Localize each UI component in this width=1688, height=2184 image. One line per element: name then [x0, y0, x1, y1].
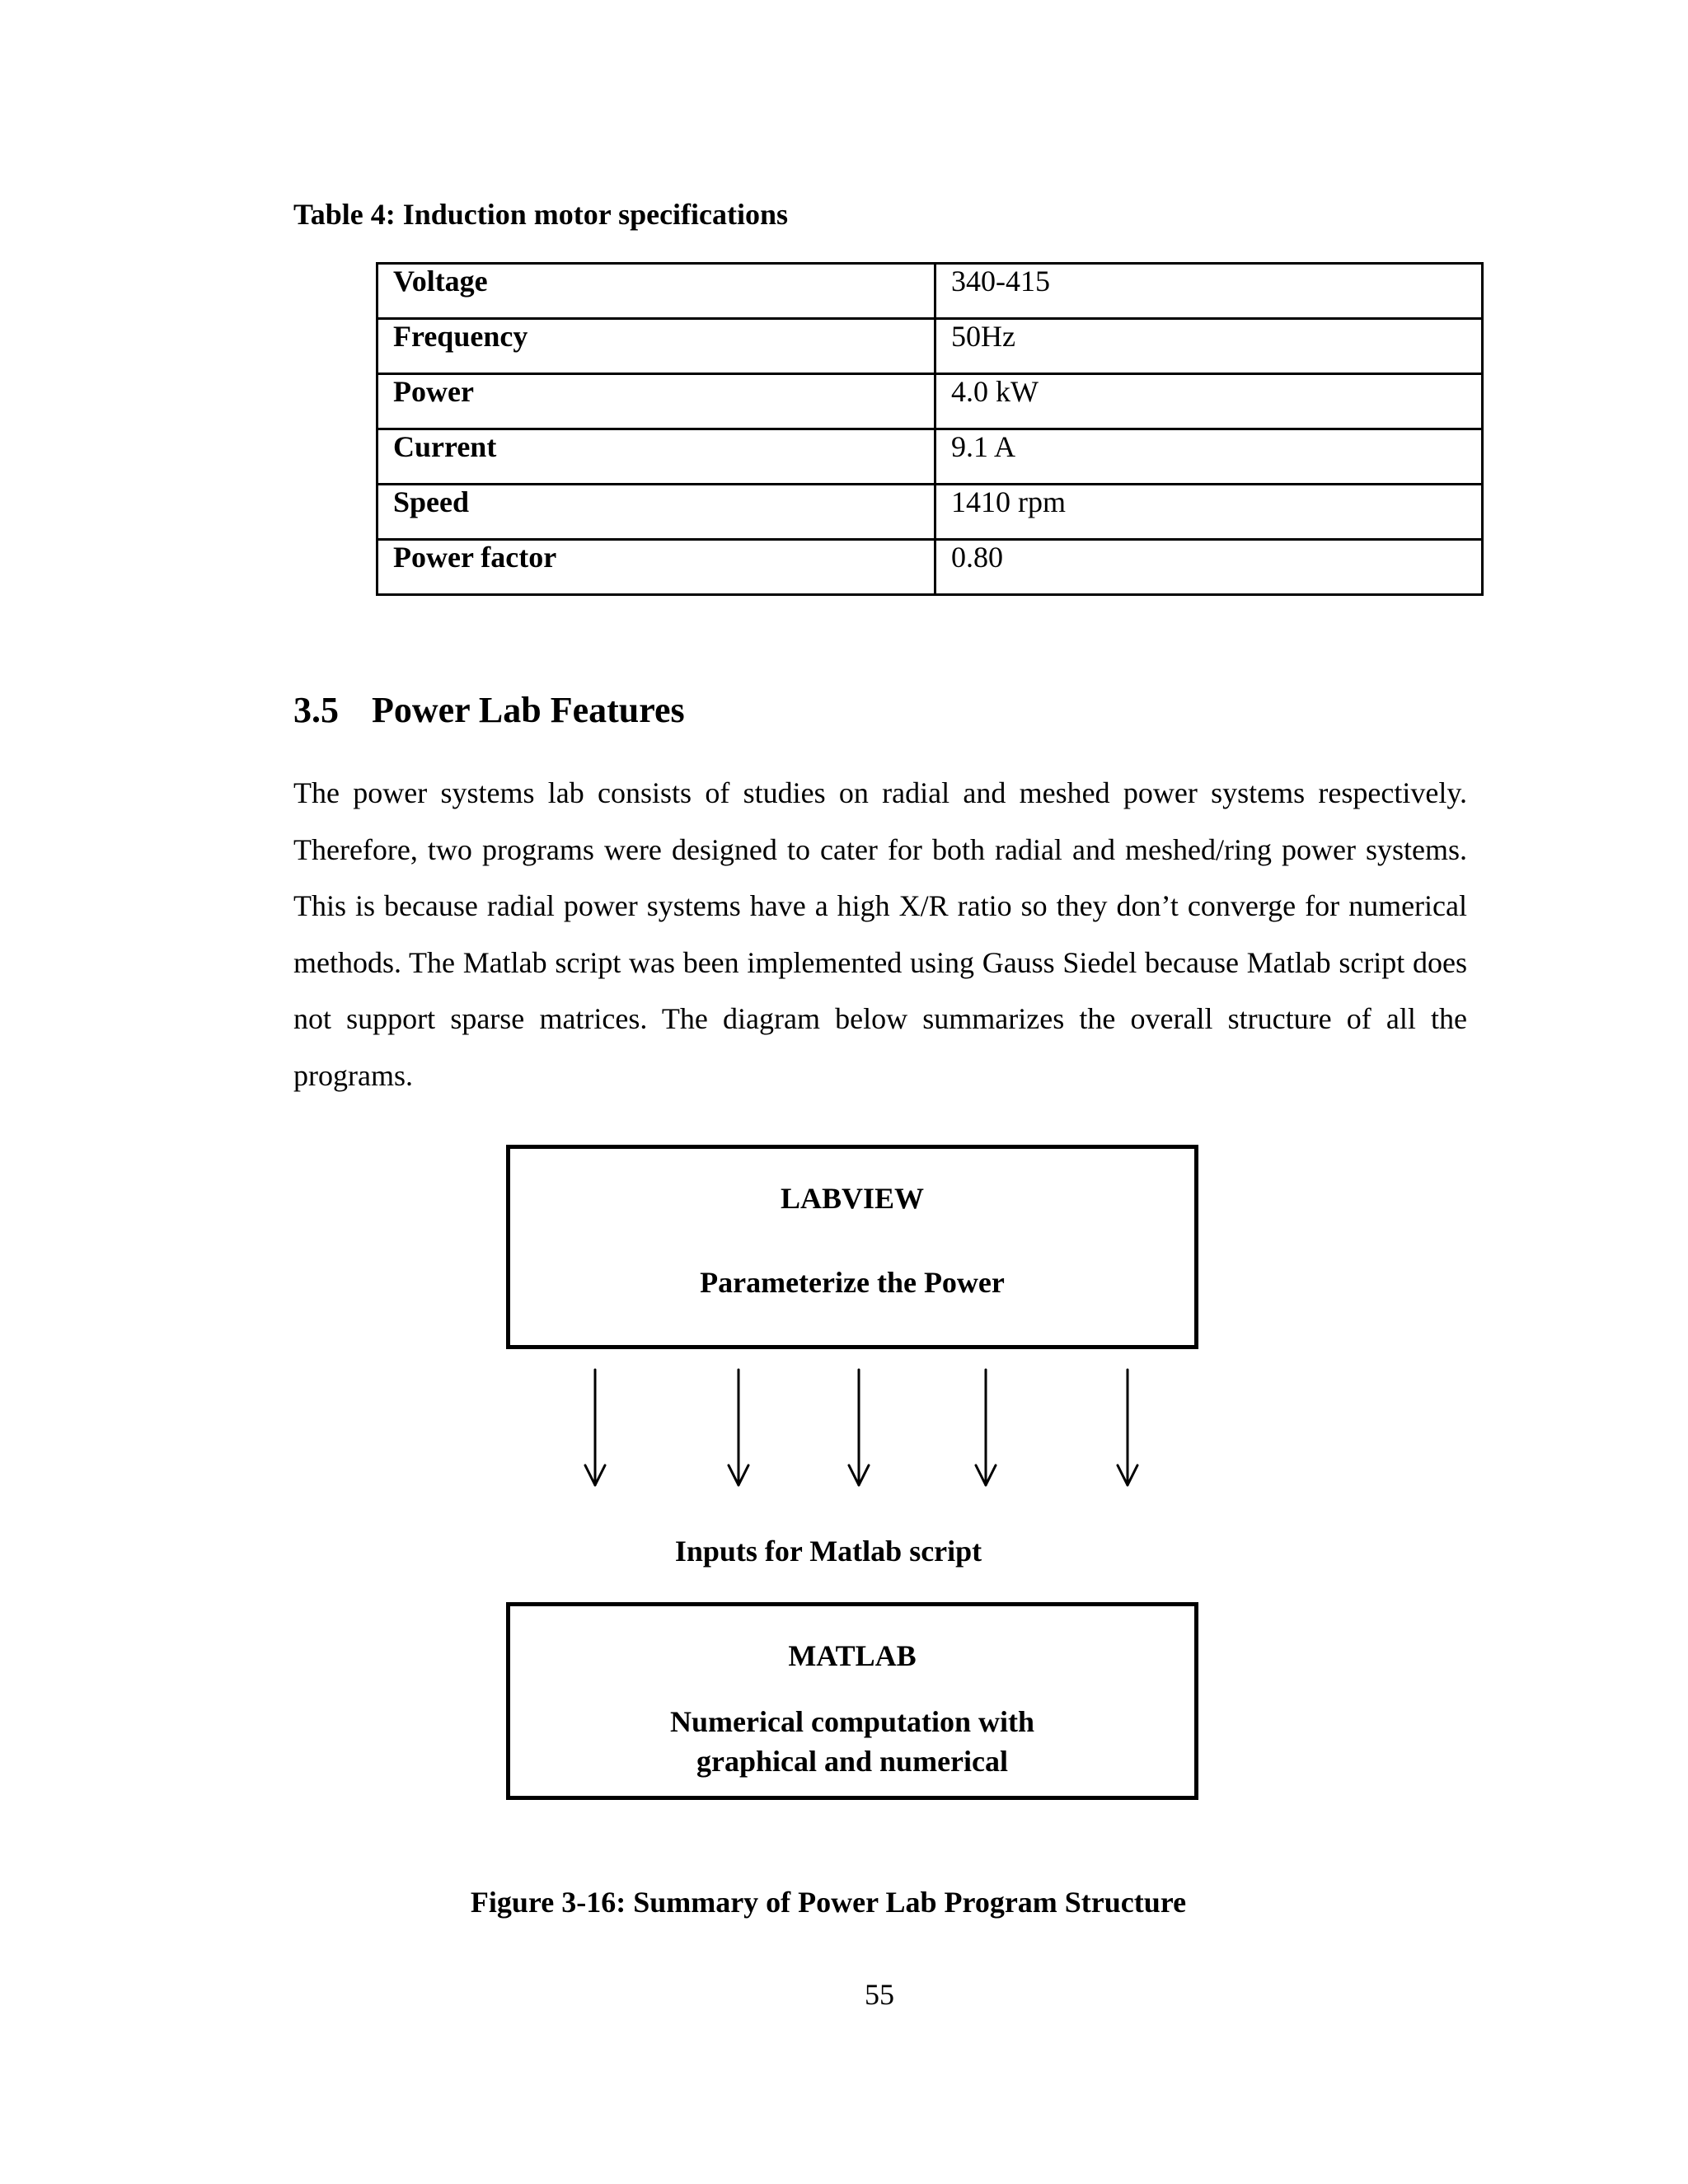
row-label: Voltage — [377, 264, 935, 319]
table-caption: Table 4: Induction motor specifications — [293, 198, 789, 231]
labview-title: LABVIEW — [780, 1182, 925, 1215]
inputs-label: Inputs for Matlab script — [674, 1535, 982, 1568]
down-arrow-icon — [849, 1370, 869, 1485]
table-row — [377, 429, 1483, 485]
row-label: Speed — [377, 485, 935, 540]
matlab-box — [506, 1602, 1198, 1800]
row-label: Current — [377, 429, 935, 485]
labview-description: Parameterize the Power — [700, 1266, 1005, 1299]
table-row — [377, 485, 1483, 540]
down-arrow-icon — [976, 1370, 996, 1485]
section-heading — [293, 687, 685, 733]
matlab-description — [510, 1702, 1194, 1781]
row-value: 50Hz — [935, 319, 1483, 374]
table-row — [377, 374, 1483, 429]
row-value: 4.0 kW — [935, 374, 1483, 429]
row-value: 9.1 A — [935, 429, 1483, 485]
row-label: Power factor — [377, 540, 935, 595]
labview-box — [506, 1145, 1198, 1349]
row-value: 1410 rpm — [935, 485, 1483, 540]
down-arrow-icon — [729, 1370, 748, 1485]
down-arrow-icon — [1118, 1370, 1137, 1485]
row-value: 0.80 — [935, 540, 1483, 595]
body-paragraph: The power systems lab consists of studies on radial and meshed power systems respectively. Therefore, two programs were designed to cater for both radial and meshed/ring power systems. This is because radial power systems have a high X/R ratio so they don’t converge for numerical methods. The Matlab script was been implemented using Gauss Siedel because Matlab script does not support sparse matrices. The diagram below summarizes the overall structure of all the programs. — [293, 776, 1467, 1092]
section-title: Power Lab Features — [372, 690, 685, 730]
matlab-description-line: graphical and numerical — [696, 1745, 1009, 1778]
page-number: 55 — [865, 1978, 894, 2011]
row-value: 340-415 — [935, 264, 1483, 319]
table-row — [377, 319, 1483, 374]
row-label: Frequency — [377, 319, 935, 374]
matlab-description-line: Numerical computation with — [670, 1705, 1034, 1738]
matlab-title: MATLAB — [788, 1639, 917, 1672]
row-label: Power — [377, 374, 935, 429]
section-number: 3.5 — [293, 690, 339, 730]
down-arrow-icon — [585, 1370, 605, 1485]
figure-caption: Figure 3-16: Summary of Power Lab Program Structure — [470, 1886, 1187, 1919]
table-row — [377, 540, 1483, 595]
table-row — [377, 264, 1483, 319]
motor-spec-table — [376, 262, 1484, 596]
